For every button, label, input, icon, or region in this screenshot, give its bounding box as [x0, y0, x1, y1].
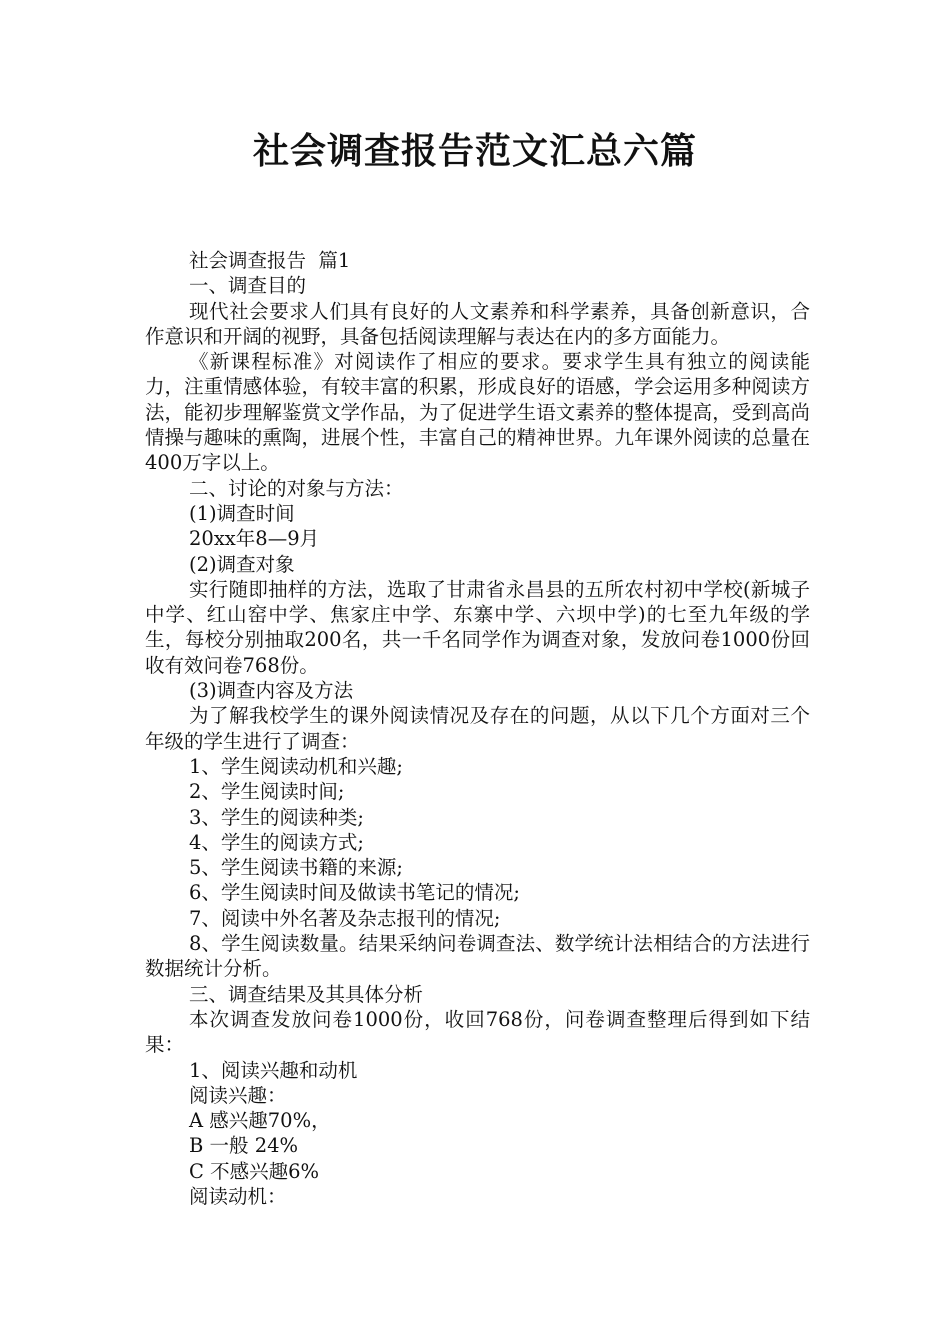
list-item: 7、阅读中外名著及杂志报刊的情况; [189, 906, 501, 930]
list-item: 1、学生阅读动机和兴趣; [189, 754, 403, 778]
section-heading: 二、讨论的对象与方法： [189, 476, 404, 500]
list-item: 8、学生阅读数量。结果采纳问卷调查法、数学统计法相结合的方法进行数据统计分析。 [145, 932, 810, 981]
subsection-heading: (1)调查时间 [189, 501, 295, 525]
list-item: 2、学生阅读时间; [189, 780, 345, 804]
list-item: 3、学生的阅读种类; [189, 805, 364, 829]
document-title: 社会调查报告范文汇总六篇 [252, 131, 697, 172]
paragraph: 阅读兴趣： [189, 1083, 287, 1107]
section-heading: 三、调查结果及其具体分析 [189, 982, 424, 1006]
subsection-heading: (3)调查内容及方法 [189, 679, 354, 703]
paragraph: 为了解我校学生的课外阅读情况及存在的问题，从以下几个方面对三个年级的学生进行了调查： [145, 704, 810, 753]
section-heading: 一、调查目的 [189, 274, 307, 298]
paragraph: 实行随即抽样的方法，选取了甘肃省永昌县的五所农村初中学校(新城子中学、红山窑中学、焦家庄中学、东寨中学、六坝中学)的七至九年级的学生，每校分别抽取200名，共一千名同学作为调查对象，发放问卷1000份回收有效问卷768份。 [145, 577, 810, 677]
subsection-heading: (2)调查对象 [189, 552, 295, 576]
list-item: 5、学生阅读书籍的来源; [189, 856, 403, 880]
subsection-heading: 1、阅读兴趣和动机 [189, 1058, 358, 1082]
option-item: B 一般 24% [189, 1134, 299, 1158]
paragraph: 现代社会要求人们具有良好的人文素养和科学素养，具备创新意识，合作意识和开阔的视野，具备包括阅读理解与表达在内的多方面能力。 [145, 299, 810, 348]
paragraph: 本次调查发放问卷1000份，收回768份，问卷调查整理后得到如下结果： [145, 1007, 810, 1057]
section-heading: 社会调查报告 篇1 [189, 249, 351, 272]
list-item: 4、学生的阅读方式; [189, 830, 364, 854]
option-item: C 不感兴趣6% [189, 1159, 320, 1183]
paragraph: 20xx年8—9月 [189, 527, 320, 551]
paragraph: 《新课程标准》对阅读作了相应的要求。要求学生具有独立的阅读能力，注重情感体验，有较丰富的积累，形成良好的语感，学会运用多种阅读方法，能初步理解鉴赏文学作品，为了促进学生语文素养的整体提高，受到高尚情操与趣味的熏陶，进展个性，丰富自己的精神世界。九年课外阅读的总量在400万字以上。 [145, 350, 810, 475]
document-body [145, 248, 810, 1209]
list-item: 6、学生阅读时间及做读书笔记的情况; [189, 881, 520, 905]
option-item: A 感兴趣70%， [189, 1109, 331, 1133]
paragraph: 阅读动机： [189, 1184, 287, 1208]
